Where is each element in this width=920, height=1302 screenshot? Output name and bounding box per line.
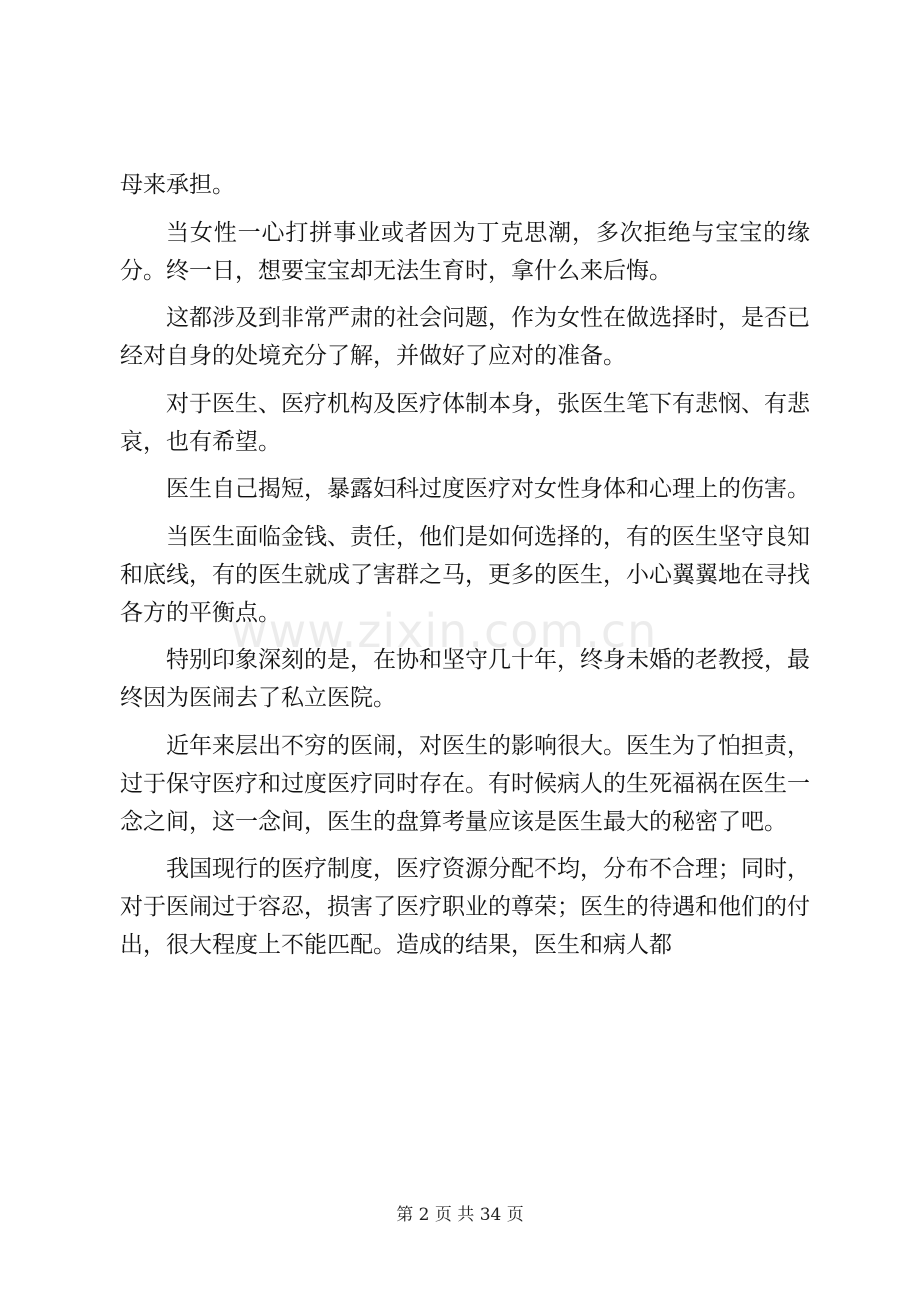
paragraph-6: 当医生面临金钱、责任，他们是如何选择的，有的医生坚守良知和底线，有的医生就成了害群之马，更多的医生，小心翼翼地在寻找各方的平衡点。 xyxy=(120,523,810,626)
page-number-footer: 第 2 页 共 34 页 xyxy=(396,1205,524,1225)
paragraph-5: 医生自己揭短，暴露妇科过度医疗对女性身体和心理上的伤害。 xyxy=(166,476,810,502)
paragraph-2: 当女性一心打拼事业或者因为丁克思潮，多次拒绝与宝宝的缘分。终一日，想要宝宝却无法生育时，拿什么来后悔。 xyxy=(120,219,810,284)
paragraph-8: 近年来层出不穷的医闹，对医生的影响很大。医生为了怕担责，过于保守医疗和过度医疗同时存在。有时候病人的生死福祸在医生一念之间，这一念间，医生的盘算考量应该是医生最大的秘密了吧。 xyxy=(120,732,810,835)
paragraph-4: 对于医生、医疗机构及医疗体制本身，张医生笔下有悲悯、有悲哀，也有希望。 xyxy=(120,390,810,455)
paragraph-9: 我国现行的医疗制度，医疗资源分配不均，分布不合理；同时，对于医闹过于容忍，损害了医疗职业的尊荣；医生的待遇和他们的付出，很大程度上不能匹配。造成的结果，医生和病人都 xyxy=(120,856,810,958)
document-body xyxy=(120,166,810,974)
watermark-text: www.zixin.com.cn xyxy=(230,604,658,658)
paragraph-7: 特别印象深刻的是，在协和坚守几十年，终身未婚的老教授，最终因为医闹去了私立医院。 xyxy=(120,647,810,711)
paragraph-1: 母来承担。 xyxy=(120,172,235,198)
paragraph-3: 这都涉及到非常严肃的社会问题，作为女性在做选择时，是否已经对自身的处境充分了解，并做好了应对的准备。 xyxy=(120,305,810,369)
